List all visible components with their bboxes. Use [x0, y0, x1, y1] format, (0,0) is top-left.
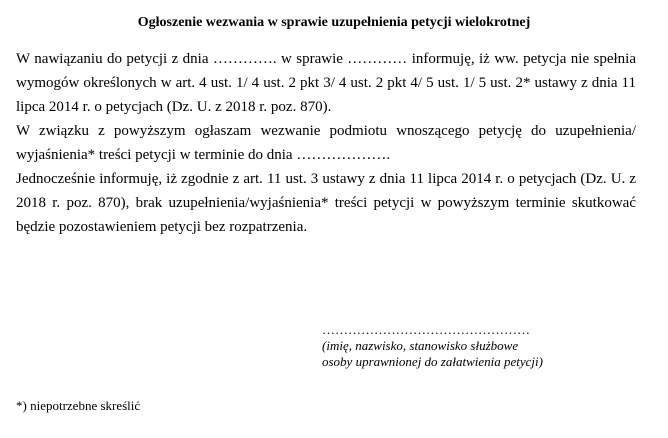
paragraph-summons: W związku z powyższym ogłaszam wezwanie podmiotu wnoszącego petycję do uzupełnienia/ wyjaśnienia* treści petycji w terminie do dnia ………………. [16, 123, 636, 163]
document-body [16, 47, 636, 239]
signature-caption-line1: (imię, nazwisko, stanowisko służbowe [322, 338, 519, 353]
document-title: Ogłoszenie wezwania w sprawie uzupełnienia petycji wielokrotnej [137, 15, 531, 30]
signature-dotted-line: ………………………………………… [322, 322, 530, 337]
paragraph-petition-requirements: W nawiązaniu do petycji z dnia …………. w sprawie ………… informuję, iż ww. petycja nie spełnia wymogów określonych w art. 4 ust. 1/ 4 ust. 2 pkt 3/ 4 ust. 2 pkt 4/ 5 ust. 1/ 5 ust. 2* ustawy z dnia 11 lipca 2014 r. o petycjach (Dz. U. z 2018 r. poz. 870). [16, 51, 636, 115]
paragraph-consequences: Jednocześnie informuję, iż zgodnie z art. 11 ust. 3 ustawy z dnia 11 lipca 2014 r. o petycjach (Dz. U. z 2018 r. poz. 870), brak uzupełnienia/wyjaśnienia* treści petycji w powyższym terminie skutkować będzie pozostawieniem petycji bez rozpatrzenia. [16, 171, 636, 235]
signature-caption-line2: osoby uprawnionej do załatwienia petycji) [322, 354, 543, 369]
footnote: *) niepotrzebne skreślić [16, 398, 141, 413]
signature-block [322, 322, 552, 370]
